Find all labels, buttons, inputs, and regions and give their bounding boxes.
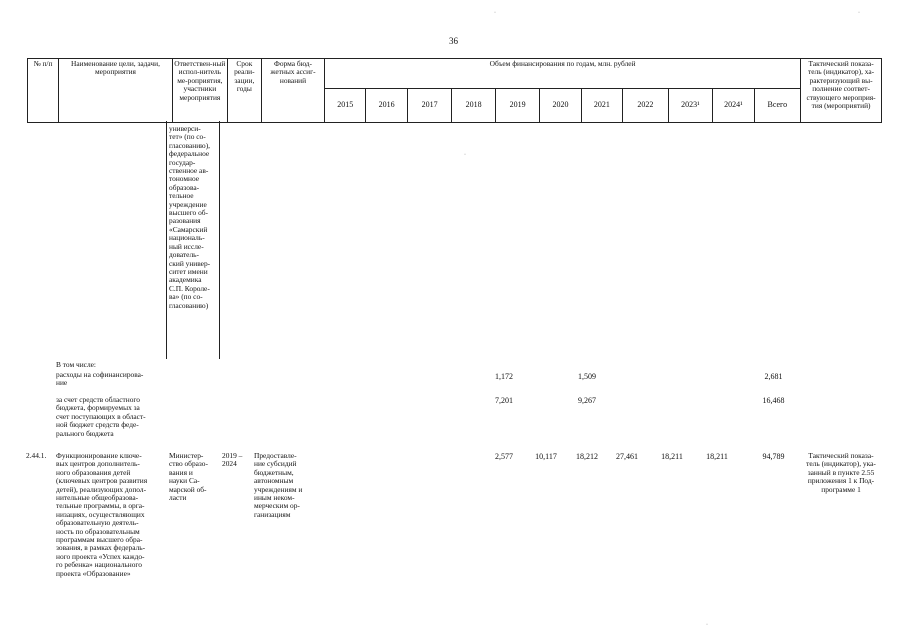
item-value-2019: 2,577 <box>495 452 513 461</box>
table-header <box>27 58 882 123</box>
header-year: 2021 <box>581 89 622 123</box>
item-value-total: 94,789 <box>762 452 785 461</box>
row-federal-total: 16,468 <box>762 396 785 405</box>
page-number: 36 <box>449 36 458 46</box>
item-term: 2019 – 2024 <box>222 451 243 469</box>
scan-speck: · <box>706 622 708 628</box>
header-year-total: Всего <box>754 89 801 123</box>
row-cofinancing-2019: 1,172 <box>495 372 513 381</box>
header-year: 2019 <box>495 89 540 123</box>
header-form: Форма бюд-жетных ассиг-нований <box>261 59 324 123</box>
header-responsible: Ответствен-ный испол-нитель ме-роприятия, участники мероприятия <box>172 59 227 123</box>
header-term: Срок реали-зации, годы <box>227 59 261 123</box>
header-year: 2016 <box>366 89 407 123</box>
header-year: 2018 <box>452 89 495 123</box>
responsible-continued: универси- тет» (по со- гласованию), федеральное государ- ственное ав- тономное образова- тельное учреждение высшего об- разования «Самарский националь- ный иссле- дователь- ский универ- ситет имени академика С.П. Короле- ва» (по со- гласованию) <box>169 124 211 310</box>
row-cofinancing-2021: 1,509 <box>578 372 596 381</box>
header-year: 2020 <box>540 89 581 123</box>
item-value-2021: 18,212 <box>576 452 598 461</box>
header-year: 2022 <box>623 89 669 123</box>
scan-speck: · <box>858 10 860 16</box>
row-federal-2021: 9,267 <box>578 396 596 405</box>
header-year: 2024¹ <box>713 89 754 123</box>
cell-border <box>166 121 167 359</box>
item-name: Функционирование ключе- вых центров дополнитель- ного образования детей (ключевых центров развития детей), реализующих допол- нительные общеобразова- тельные программы, в орга- низациях, осуществляющих образовательную деятель- ность по образовательным программам высшего обра- зования, в рамках федераль- ного проекта «Успех каждо- го ребенка» национального проекта «Образование» <box>56 451 148 578</box>
header-year: 2015 <box>325 89 366 123</box>
row-federal-2019: 7,201 <box>495 396 513 405</box>
including-label: В том числе: <box>56 360 96 369</box>
row-federal-name: за счет средств областного бюджета, формируемых за счет поступающих в област- ной бюджет средств феде- рального бюджета <box>56 395 146 438</box>
header-indicator: Тактический показа-тель (индикатор), ха-рактеризующий вы-полнение соответ-ствующего мероприя-тия (мероприятий) <box>801 59 882 123</box>
scan-speck: · <box>464 152 466 158</box>
item-value-2023: 18,211 <box>661 452 683 461</box>
item-indicator: Тактический показа- тель (индикатор), ука- занный в пункте 2.55 приложения 1 к Под- программе 1 <box>806 451 876 494</box>
item-value-2020: 10,117 <box>535 452 557 461</box>
item-form: Предоставле- ние субсидий бюджетным, автономным учреждениям и иным неком- мерческим ор- ганизациям <box>254 451 303 519</box>
item-value-2024: 18,211 <box>706 452 728 461</box>
header-num: № п/п <box>28 59 59 123</box>
row-cofinancing-total: 2,681 <box>764 372 783 381</box>
scan-speck: · <box>494 10 496 16</box>
header-year: 2023¹ <box>668 89 713 123</box>
cell-border <box>219 121 220 359</box>
header-year: 2017 <box>407 89 452 123</box>
header-financing: Объем финансирования по годам, млн. рублей <box>325 59 801 89</box>
item-number: 2.44.1. <box>26 451 47 460</box>
item-value-2022: 27,461 <box>616 452 638 461</box>
item-responsible: Министер- ство образо- вания и науки Са- марской об- ласти <box>169 451 208 503</box>
row-cofinancing-name: расходы на софинансирова- ние <box>56 370 144 388</box>
header-name: Наименование цели, задачи, мероприятия <box>59 59 173 123</box>
